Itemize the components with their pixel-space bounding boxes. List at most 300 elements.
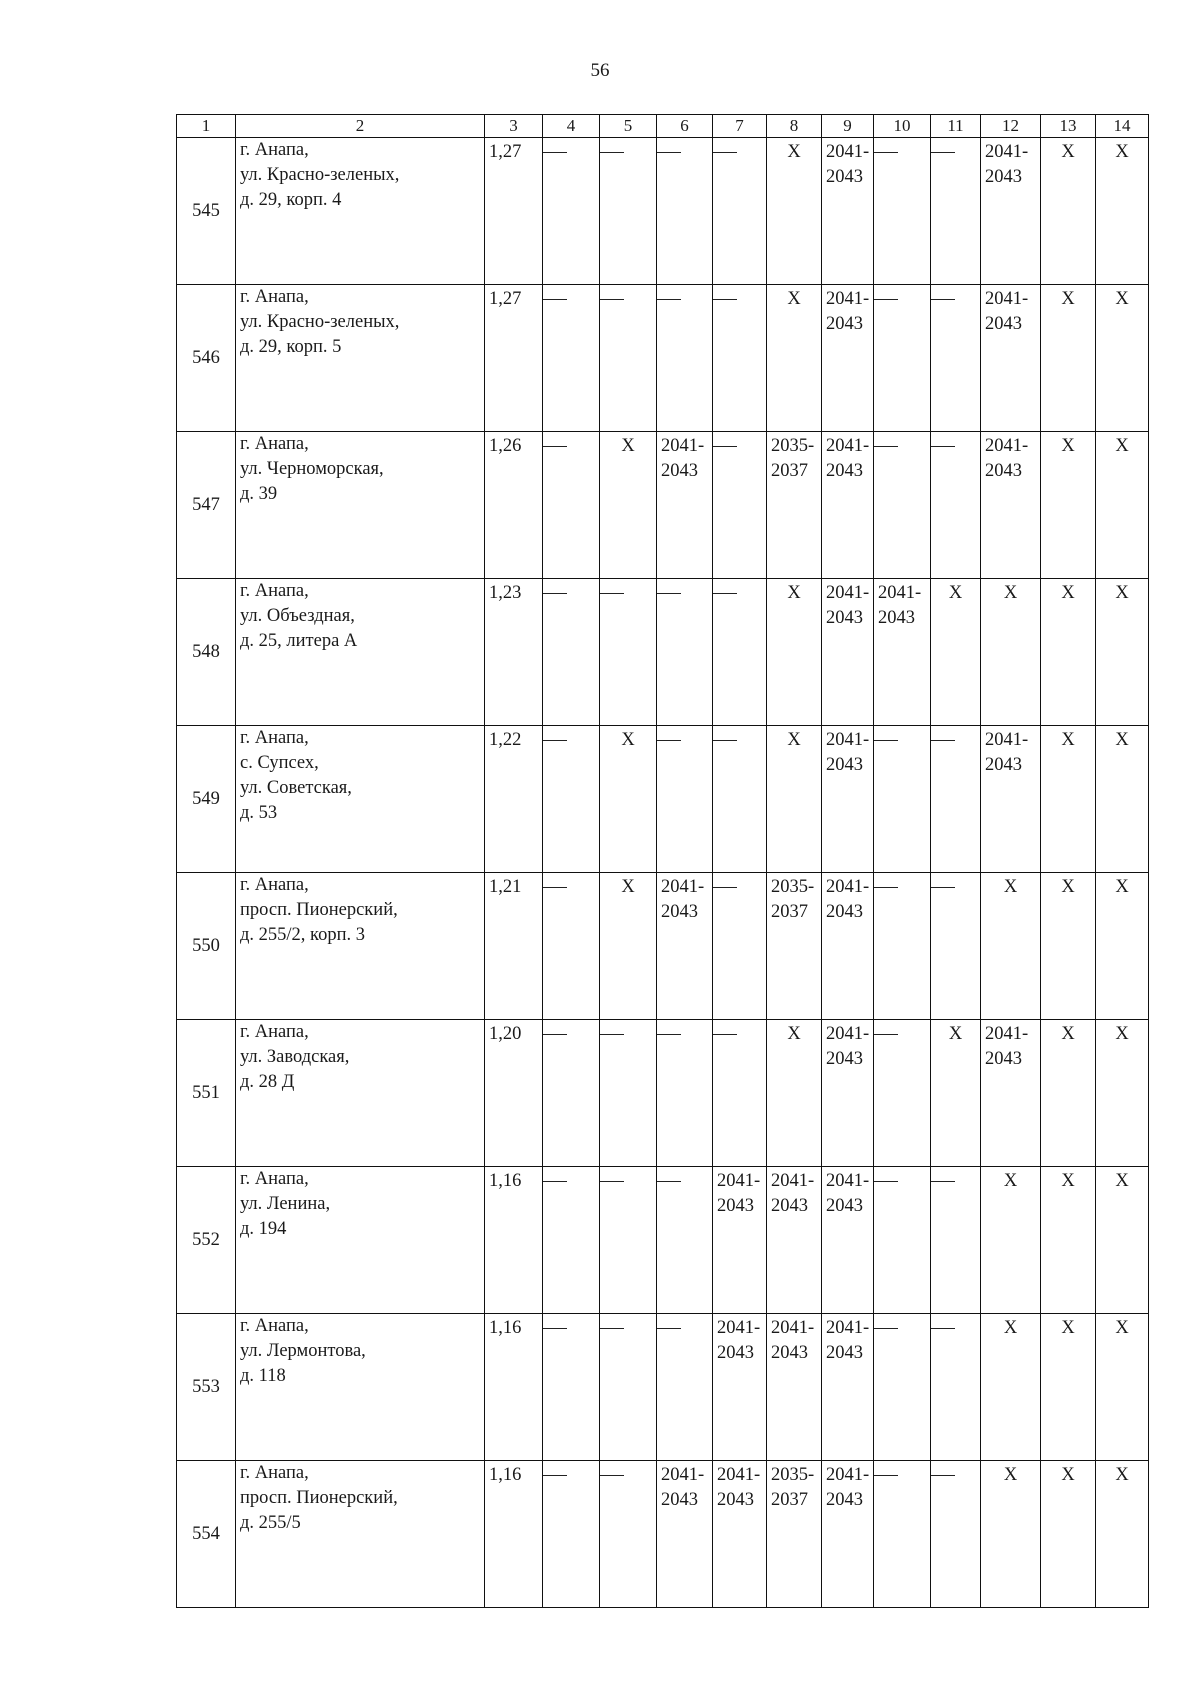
cell-col-6	[657, 1167, 713, 1314]
cell-col-10	[874, 1167, 931, 1314]
address-line: ул. Черноморская,	[240, 459, 384, 479]
address-cell	[236, 579, 485, 726]
cell-col-4	[543, 873, 600, 1020]
dash-mark	[931, 887, 955, 888]
address-line: просп. Пионерский,	[240, 1488, 398, 1508]
cell-col-7	[713, 285, 767, 432]
dash-mark	[600, 1328, 624, 1329]
cell-col-12: Х	[981, 1461, 1041, 1608]
year-range-part: 2043	[826, 1343, 863, 1363]
cell-col-13: Х	[1041, 1461, 1096, 1608]
year-range-part: 2043	[826, 461, 863, 481]
year-range-part: 2041-	[661, 436, 705, 456]
row-number: 546	[177, 285, 236, 432]
dash-mark	[874, 740, 898, 741]
year-range-part: 2043	[717, 1343, 754, 1363]
dash-mark	[657, 1034, 681, 1035]
year-range-part: 2043	[878, 608, 915, 628]
year-range-part: 2037	[771, 1490, 808, 1510]
year-range-part: 2043	[826, 608, 863, 628]
dash-mark	[713, 446, 737, 447]
cell-col-8	[767, 432, 822, 579]
cell-col-7	[713, 1020, 767, 1167]
address-line: г. Анапа,	[240, 140, 309, 160]
year-range-part: 2043	[826, 167, 863, 187]
table-row	[177, 1020, 1149, 1167]
cell-col-11: Х	[931, 579, 981, 726]
dash-mark	[713, 593, 737, 594]
value-cell: 1,20	[485, 1020, 543, 1167]
cell-col-12: Х	[981, 1167, 1041, 1314]
address-line: д. 118	[240, 1366, 286, 1386]
table-row	[177, 1167, 1149, 1314]
dash-mark	[874, 446, 898, 447]
column-header-10: 10	[874, 115, 931, 138]
address-line: ул. Ленина,	[240, 1194, 331, 1214]
address-line: просп. Пионерский,	[240, 900, 398, 920]
cell-col-14: Х	[1096, 1167, 1149, 1314]
cell-col-12	[981, 726, 1041, 873]
address-line: г. Анапа,	[240, 1022, 309, 1042]
year-range-part: 2043	[661, 1490, 698, 1510]
address-line: ул. Красно-зеленых,	[240, 165, 400, 185]
cell-col-8: Х	[767, 726, 822, 873]
cell-col-4	[543, 1314, 600, 1461]
address-line: ул. Советская,	[240, 778, 352, 798]
dash-mark	[713, 1034, 737, 1035]
cell-col-13: Х	[1041, 432, 1096, 579]
year-range-part: 2041-	[985, 142, 1029, 162]
address-line: г. Анапа,	[240, 1169, 309, 1189]
column-header-3: 3	[485, 115, 543, 138]
cell-col-7	[713, 138, 767, 285]
cell-col-10	[874, 285, 931, 432]
value-cell: 1,16	[485, 1461, 543, 1608]
address-cell	[236, 1314, 485, 1461]
cell-col-12	[981, 1020, 1041, 1167]
dash-mark	[874, 299, 898, 300]
cell-col-4	[543, 138, 600, 285]
address-cell	[236, 285, 485, 432]
cell-col-9	[822, 1461, 874, 1608]
cell-col-5: Х	[600, 873, 657, 1020]
year-range-part: 2043	[717, 1196, 754, 1216]
dash-mark	[600, 152, 624, 153]
address-line: ул. Объездная,	[240, 606, 355, 626]
cell-col-6	[657, 1461, 713, 1608]
address-cell	[236, 432, 485, 579]
dash-mark	[931, 1475, 955, 1476]
year-range-part: 2043	[985, 314, 1022, 334]
cell-col-12: Х	[981, 579, 1041, 726]
table-row	[177, 873, 1149, 1020]
row-number: 553	[177, 1314, 236, 1461]
cell-col-7	[713, 873, 767, 1020]
address-line: д. 255/2, корп. 3	[240, 925, 366, 945]
cell-col-13: Х	[1041, 1167, 1096, 1314]
value-cell: 1,22	[485, 726, 543, 873]
year-range-part: 2041-	[826, 1024, 870, 1044]
cell-col-14: Х	[1096, 579, 1149, 726]
cell-col-13: Х	[1041, 873, 1096, 1020]
year-range-part: 2035-	[771, 1465, 815, 1485]
cell-col-6	[657, 1020, 713, 1167]
cell-col-4	[543, 579, 600, 726]
cell-col-11	[931, 138, 981, 285]
column-header-7: 7	[713, 115, 767, 138]
cell-col-13: Х	[1041, 285, 1096, 432]
year-range-part: 2043	[826, 1049, 863, 1069]
column-header-6: 6	[657, 115, 713, 138]
row-number: 547	[177, 432, 236, 579]
cell-col-12	[981, 432, 1041, 579]
year-range-part: 2043	[985, 167, 1022, 187]
year-range-part: 2041-	[826, 730, 870, 750]
cell-col-5	[600, 1314, 657, 1461]
cell-col-8: Х	[767, 285, 822, 432]
cell-col-14: Х	[1096, 1461, 1149, 1608]
cell-col-14: Х	[1096, 285, 1149, 432]
cell-col-7	[713, 1167, 767, 1314]
value-cell: 1,23	[485, 579, 543, 726]
year-range-part: 2043	[985, 755, 1022, 775]
row-number: 554	[177, 1461, 236, 1608]
value-cell: 1,26	[485, 432, 543, 579]
address-line: д. 28 Д	[240, 1072, 295, 1092]
cell-col-9	[822, 726, 874, 873]
address-line: г. Анапа,	[240, 875, 309, 895]
year-range-part: 2035-	[771, 877, 815, 897]
year-range-part: 2041-	[661, 1465, 705, 1485]
value-cell: 1,16	[485, 1314, 543, 1461]
dash-mark	[713, 887, 737, 888]
year-range-part: 2043	[771, 1343, 808, 1363]
dash-mark	[543, 152, 567, 153]
year-range-part: 2041-	[985, 436, 1029, 456]
dash-mark	[713, 299, 737, 300]
dash-mark	[543, 1034, 567, 1035]
cell-col-8	[767, 873, 822, 1020]
cell-col-10	[874, 138, 931, 285]
cell-col-5	[600, 1020, 657, 1167]
cell-col-9	[822, 579, 874, 726]
dash-mark	[874, 152, 898, 153]
cell-col-9	[822, 1314, 874, 1461]
dash-mark	[600, 1475, 624, 1476]
cell-col-10	[874, 1461, 931, 1608]
year-range-part: 2043	[661, 902, 698, 922]
column-header-12: 12	[981, 115, 1041, 138]
address-line: д. 29, корп. 5	[240, 337, 342, 357]
cell-col-6	[657, 138, 713, 285]
row-number: 551	[177, 1020, 236, 1167]
cell-col-10	[874, 432, 931, 579]
year-range-part: 2037	[771, 461, 808, 481]
dash-mark	[931, 740, 955, 741]
cell-col-4	[543, 432, 600, 579]
year-range-part: 2041-	[826, 1465, 870, 1485]
cell-col-13: Х	[1041, 1020, 1096, 1167]
year-range-part: 2041-	[717, 1318, 761, 1338]
dash-mark	[543, 446, 567, 447]
row-number: 549	[177, 726, 236, 873]
address-cell	[236, 873, 485, 1020]
address-line: г. Анапа,	[240, 581, 309, 601]
cell-col-11: Х	[931, 1020, 981, 1167]
address-line: д. 39	[240, 484, 278, 504]
cell-col-9	[822, 873, 874, 1020]
address-cell	[236, 1167, 485, 1314]
cell-col-4	[543, 285, 600, 432]
cell-col-6	[657, 579, 713, 726]
address-line: д. 53	[240, 803, 278, 823]
year-range-part: 2043	[717, 1490, 754, 1510]
column-header-2: 2	[236, 115, 485, 138]
dash-mark	[600, 593, 624, 594]
table-row	[177, 285, 1149, 432]
dash-mark	[874, 1034, 898, 1035]
cell-col-4	[543, 1020, 600, 1167]
header-row	[177, 115, 1149, 138]
cell-col-12: Х	[981, 1314, 1041, 1461]
table-row	[177, 1314, 1149, 1461]
value-cell: 1,27	[485, 138, 543, 285]
cell-col-14: Х	[1096, 432, 1149, 579]
cell-col-5	[600, 138, 657, 285]
cell-col-5: Х	[600, 432, 657, 579]
table-row	[177, 1461, 1149, 1608]
registry-table	[176, 114, 1149, 1608]
year-range-part: 2041-	[826, 1171, 870, 1191]
dash-mark	[713, 152, 737, 153]
column-header-13: 13	[1041, 115, 1096, 138]
cell-col-8: Х	[767, 579, 822, 726]
year-range-part: 2043	[826, 1490, 863, 1510]
year-range-part: 2041-	[717, 1465, 761, 1485]
cell-col-10	[874, 1314, 931, 1461]
dash-mark	[657, 740, 681, 741]
year-range-part: 2041-	[771, 1318, 815, 1338]
dash-mark	[931, 1181, 955, 1182]
cell-col-5	[600, 1167, 657, 1314]
cell-col-8	[767, 1167, 822, 1314]
row-number: 548	[177, 579, 236, 726]
cell-col-5	[600, 285, 657, 432]
year-range-part: 2041-	[826, 583, 870, 603]
address-line: ул. Заводская,	[240, 1047, 350, 1067]
dash-mark	[874, 1328, 898, 1329]
cell-col-7	[713, 1461, 767, 1608]
dash-mark	[931, 299, 955, 300]
address-line: г. Анапа,	[240, 287, 309, 307]
address-line: д. 255/5	[240, 1513, 301, 1533]
row-number: 550	[177, 873, 236, 1020]
dash-mark	[543, 1475, 567, 1476]
cell-col-9	[822, 1167, 874, 1314]
row-number: 552	[177, 1167, 236, 1314]
year-range-part: 2041-	[826, 142, 870, 162]
cell-col-12	[981, 285, 1041, 432]
dash-mark	[543, 593, 567, 594]
dash-mark	[543, 1181, 567, 1182]
cell-col-14: Х	[1096, 138, 1149, 285]
cell-col-6	[657, 432, 713, 579]
address-line: д. 25, литера А	[240, 631, 358, 651]
cell-col-10	[874, 579, 931, 726]
address-line: д. 194	[240, 1219, 287, 1239]
year-range-part: 2041-	[717, 1171, 761, 1191]
column-header-5: 5	[600, 115, 657, 138]
cell-col-7	[713, 1314, 767, 1461]
cell-col-5	[600, 579, 657, 726]
cell-col-10	[874, 726, 931, 873]
year-range-part: 2041-	[826, 289, 870, 309]
table-row	[177, 138, 1149, 285]
address-line: ул. Красно-зеленых,	[240, 312, 400, 332]
cell-col-11	[931, 726, 981, 873]
cell-col-6	[657, 726, 713, 873]
cell-col-4	[543, 1167, 600, 1314]
cell-col-9	[822, 285, 874, 432]
address-line: г. Анапа,	[240, 434, 309, 454]
cell-col-13: Х	[1041, 138, 1096, 285]
cell-col-7	[713, 432, 767, 579]
row-number: 545	[177, 138, 236, 285]
year-range-part: 2043	[771, 1196, 808, 1216]
address-line: г. Анапа,	[240, 728, 309, 748]
table-body	[177, 115, 1149, 1608]
cell-col-11	[931, 873, 981, 1020]
year-range-part: 2043	[826, 755, 863, 775]
year-range-part: 2041-	[826, 436, 870, 456]
year-range-part: 2041-	[985, 289, 1029, 309]
dash-mark	[600, 1181, 624, 1182]
dash-mark	[657, 1328, 681, 1329]
cell-col-10	[874, 1020, 931, 1167]
year-range-part: 2043	[985, 1049, 1022, 1069]
column-header-14: 14	[1096, 115, 1149, 138]
year-range-part: 2043	[826, 314, 863, 334]
cell-col-4	[543, 726, 600, 873]
cell-col-4	[543, 1461, 600, 1608]
cell-col-5	[600, 1461, 657, 1608]
dash-mark	[931, 152, 955, 153]
year-range-part: 2043	[826, 902, 863, 922]
year-range-part: 2041-	[661, 877, 705, 897]
dash-mark	[543, 887, 567, 888]
dash-mark	[931, 1328, 955, 1329]
dash-mark	[543, 1328, 567, 1329]
dash-mark	[874, 887, 898, 888]
cell-col-14: Х	[1096, 726, 1149, 873]
column-header-9: 9	[822, 115, 874, 138]
cell-col-8: Х	[767, 138, 822, 285]
dash-mark	[657, 593, 681, 594]
year-range-part: 2035-	[771, 436, 815, 456]
cell-col-8: Х	[767, 1020, 822, 1167]
table-row	[177, 432, 1149, 579]
cell-col-14: Х	[1096, 1020, 1149, 1167]
table-row	[177, 726, 1149, 873]
table-row	[177, 579, 1149, 726]
dash-mark	[600, 299, 624, 300]
address-line: д. 29, корп. 4	[240, 190, 342, 210]
cell-col-11	[931, 1167, 981, 1314]
address-cell	[236, 138, 485, 285]
dash-mark	[874, 1475, 898, 1476]
column-header-4: 4	[543, 115, 600, 138]
dash-mark	[713, 740, 737, 741]
year-range-part: 2041-	[878, 583, 922, 603]
cell-col-5: Х	[600, 726, 657, 873]
cell-col-11	[931, 432, 981, 579]
cell-col-8	[767, 1314, 822, 1461]
cell-col-9	[822, 1020, 874, 1167]
cell-col-6	[657, 285, 713, 432]
cell-col-12	[981, 138, 1041, 285]
year-range-part: 2043	[826, 1196, 863, 1216]
cell-col-7	[713, 579, 767, 726]
value-cell: 1,16	[485, 1167, 543, 1314]
year-range-part: 2041-	[826, 1318, 870, 1338]
year-range-part: 2037	[771, 902, 808, 922]
cell-col-6	[657, 1314, 713, 1461]
cell-col-13: Х	[1041, 726, 1096, 873]
cell-col-6	[657, 873, 713, 1020]
year-range-part: 2041-	[771, 1171, 815, 1191]
address-cell	[236, 726, 485, 873]
year-range-part: 2043	[661, 461, 698, 481]
cell-col-11	[931, 285, 981, 432]
cell-col-10	[874, 873, 931, 1020]
dash-mark	[657, 1181, 681, 1182]
cell-col-14: Х	[1096, 873, 1149, 1020]
dash-mark	[543, 299, 567, 300]
year-range-part: 2041-	[985, 730, 1029, 750]
year-range-part: 2043	[985, 461, 1022, 481]
cell-col-7	[713, 726, 767, 873]
column-header-1: 1	[177, 115, 236, 138]
address-cell	[236, 1020, 485, 1167]
year-range-part: 2041-	[826, 877, 870, 897]
address-line: с. Супсех,	[240, 753, 319, 773]
dash-mark	[543, 740, 567, 741]
page-number: 56	[590, 60, 610, 81]
cell-col-9	[822, 138, 874, 285]
dash-mark	[657, 152, 681, 153]
cell-col-12: Х	[981, 873, 1041, 1020]
value-cell: 1,21	[485, 873, 543, 1020]
address-line: г. Анапа,	[240, 1316, 309, 1336]
cell-col-8	[767, 1461, 822, 1608]
cell-col-13: Х	[1041, 579, 1096, 726]
address-cell	[236, 1461, 485, 1608]
column-header-11: 11	[931, 115, 981, 138]
dash-mark	[931, 446, 955, 447]
value-cell: 1,27	[485, 285, 543, 432]
column-header-8: 8	[767, 115, 822, 138]
dash-mark	[874, 1181, 898, 1182]
cell-col-13: Х	[1041, 1314, 1096, 1461]
cell-col-11	[931, 1461, 981, 1608]
cell-col-14: Х	[1096, 1314, 1149, 1461]
dash-mark	[600, 1034, 624, 1035]
address-line: г. Анапа,	[240, 1463, 309, 1483]
year-range-part: 2041-	[985, 1024, 1029, 1044]
cell-col-9	[822, 432, 874, 579]
address-line: ул. Лермонтова,	[240, 1341, 366, 1361]
cell-col-11	[931, 1314, 981, 1461]
